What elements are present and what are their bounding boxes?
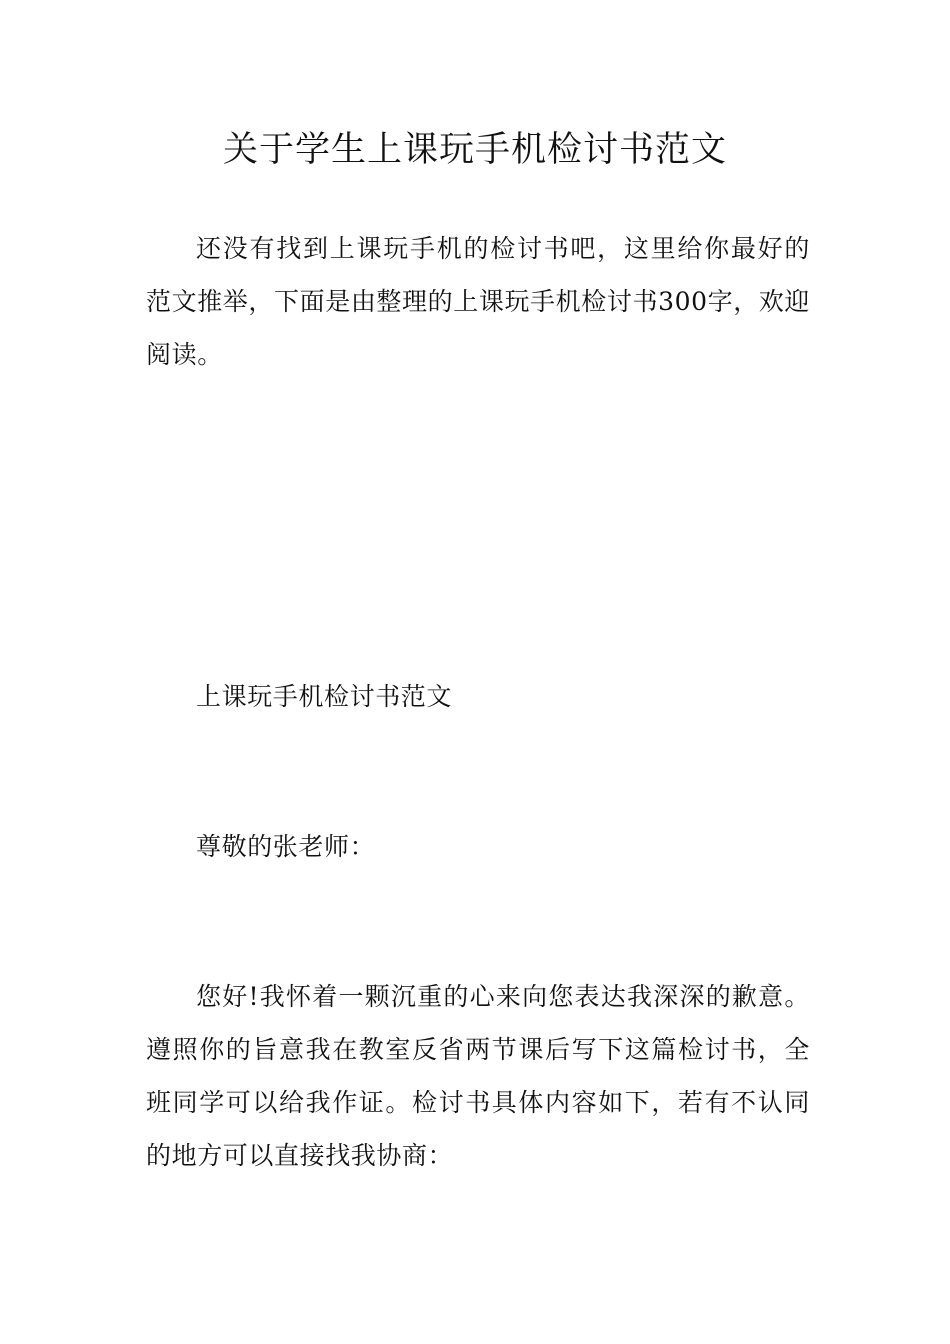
salutation: 尊敬的张老师： <box>196 832 376 861</box>
section-heading: 上课玩手机检讨书范文 <box>196 682 453 711</box>
document-title: 关于学生上课玩手机检讨书范文 <box>222 130 727 170</box>
body-paragraph: 您好!我怀着一颗沉重的心来向您表达我深深的歉意。遵照你的旨意我在教室反省两节课后写下这篇检讨书，全班同学可以给我作证。检讨书具体内容如下，若有不认同的地方可以直接找我协商： <box>146 982 810 1170</box>
intro-paragraph: 还没有找到上课玩手机的检讨书吧，这里给你最好的范文推举，下面是由整理的上课玩手机检讨书300字，欢迎阅读。 <box>146 234 810 369</box>
